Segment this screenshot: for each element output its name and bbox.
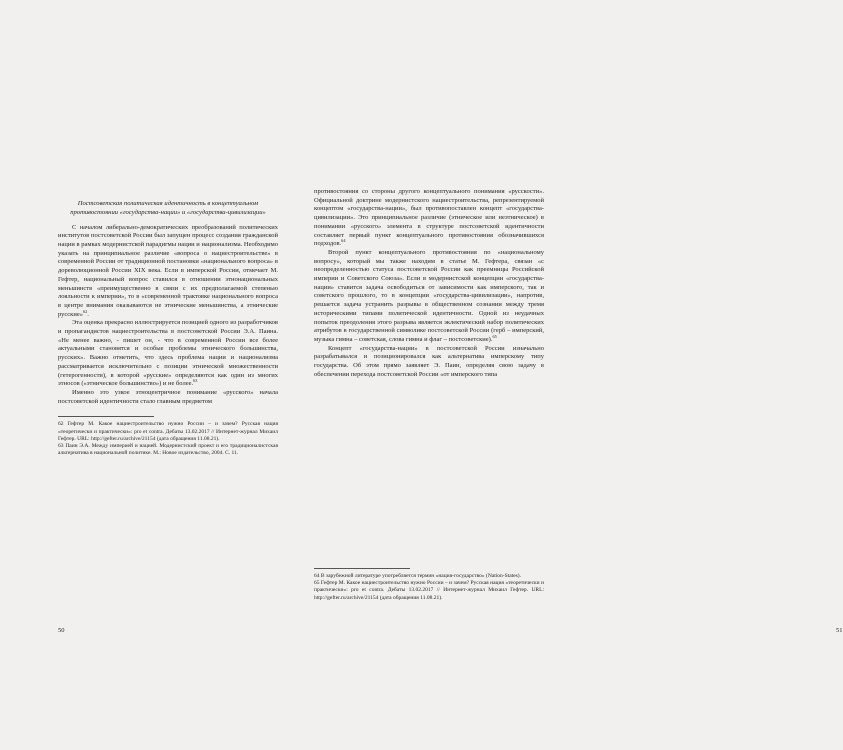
paragraph-text: Второй пункт концептуального противостояния по «национальному вопросу», который мы также находим в статье М. Гефтера, связан «с неопределенностью статуса постсоветской России как преемницы Российской империи и Советского Союза». Если в модернистской концепции «государства-нации» ставится задача освободиться от зависимости как имперского, так и советского прошлого, то в концепции «государства-цивилизации», напротив, решается задача устранить разрывы в общественном сознании между тремя историческими типами политической идентичности. Одной из неудачных попыток преодоления этого разрыва является эклектический набор политических атрибутов в государственной символике постсоветской России (герб – имперский, музыка гимна – советская, слова гимна и флаг – постсоветские). — [314, 248, 544, 343]
footnote-ref: 65 — [492, 333, 497, 339]
footnote-62: 62 Гефтер М. Какое нациестроительство нужно России – и зачем? Русская нация «теоретически и практически»: pro et contra. Дебаты 13.02.2017 // Интернет-журнал Михаил Гефтер. URL: http://gefter.ru/archive/21154 (дата обращения 11.08.21). — [58, 421, 278, 442]
left-paragraph-2 — [58, 319, 278, 389]
footnote-divider — [314, 568, 410, 569]
footnote-65: 65 Гефтер М. Какое нациестроительство нужно России – и зачем? Русская нация «теоретически и практически»: pro et contra. Дебаты 13.02.2017 // Интернет-журнал Михаил Гефтер. URL: http://gefter.ru/archive/21154 (дата обращения 11.08.21). — [314, 580, 544, 601]
right-paragraph-3 — [314, 345, 544, 380]
section-title: Постсоветская политическая идентичность в концептуальном противостоянии «государства-нации» и «государства-цивилизации» — [70, 200, 266, 216]
right-text-column — [314, 188, 544, 379]
right-paragraph-1 — [314, 188, 544, 249]
paragraph-text: Именно это узкое этноцентричное понимание «русского» начала постсоветской идентичности стало главным предметом — [58, 388, 278, 405]
footnote-divider — [58, 416, 154, 417]
footnote-ref: 62 — [82, 308, 88, 314]
left-paragraph-3 — [58, 389, 278, 406]
footnote-ref: 64 — [341, 238, 346, 244]
paragraph-text: Концепт «государства-нации» в постсоветской России изначально разрабатывался и позиционировался как альтернатива имперскому типу государства. Об этом прямо заявляет Э. Паин, определяя свою задачу в обеспечении перехода постсоветской России «от имперского типа — [314, 344, 544, 378]
paragraph-text: противостояния со стороны другого концептуального понимания «русскости». Официальной доктрине модернистского нациестроительства, репрезентируемой концептом «государства-нации», был противопоставлен концепт «государства-цивилизации». Это принципиальное различие (этническое или неэтническое) в понимании «русского» элемента в структуре постсоветской идентичности составляет первый пункт концептуального противостояния обозначившихся подходов. — [314, 188, 544, 248]
left-paragraph-1: С началом либерально-демократических преобразований политических институтов постсоветской России был запущен процесс создания гражданской нации в рамках модернистской парадигмы нации и национализма. Необходимо указать на принципиальное различие «вопроса о нациестроительстве» в современной России от традиционной постановки «национального вопроса» в дореволюционной России XIX века. Если в имперской России, отмечает М. Гефтер, национальный вопрос ставился в отношении этнонациональных меньшинств «преимущественно в связи с их предполагаемой степенью лояльности к империи», то в «современной трактовке национального вопроса в центре внимания оказываются не этнические меньшинства, а этнические русские»$^{62}$. — [58, 223, 278, 318]
right-paragraph-2 — [314, 249, 544, 345]
paragraph-text: Эта оценка прекрасно иллюстрируется позицией одного из разработчиков и пропагандистов нациестроительства в постсоветской России Э.А. Паина. «Не менее важно, - пишет он, - что в современной России все более актуальными становятся и особые проблемы этнического большинства, русских». Важно отметить, что здесь проблема нации и национализма рассматривается исключительно с позиции этнической множественности (гетерогенности), в которой «русские» определяются как один из многих этносов («этническое большинство») и не более. — [58, 319, 278, 388]
paragraph-text: С началом либерально-демократических преобразований политических институтов постсоветской России был запущен процесс создания гражданской нации в рамках модернистской парадигмы нации и национализма. Необходимо указать на принципиальное различие «вопроса о нациестроительстве» в современной России от традиционной постановки «национального вопроса» в дореволюционной России XIX века. Если в имперской России, отмечает М. Гефтер, национальный вопрос ставился в отношении этнонациональных меньшинств «преимущественно в связи с их предполагаемой степенью лояльности к империи», то в «современной трактовке национального вопроса в центре внимания оказываются не этнические меньшинства, а этнические русские» — [58, 223, 278, 318]
footnote-63: 63 Паин Э.А. Между империей и нацией. Модернистский проект и его традиционалистская альтернатива в национальной политике. М.: Новое издательство, 2004. С. 11. — [58, 442, 278, 457]
right-footnotes — [314, 568, 544, 602]
page-number: 50 — [58, 627, 65, 634]
left-page — [0, 0, 300, 750]
left-text-column — [58, 200, 278, 457]
page-number: 51 — [836, 627, 843, 634]
footnote-ref: 63 — [193, 378, 198, 384]
footnote-64: 64 В зарубежной литературе употребляется термин «нация-государство» (Nation-States). — [314, 573, 521, 579]
